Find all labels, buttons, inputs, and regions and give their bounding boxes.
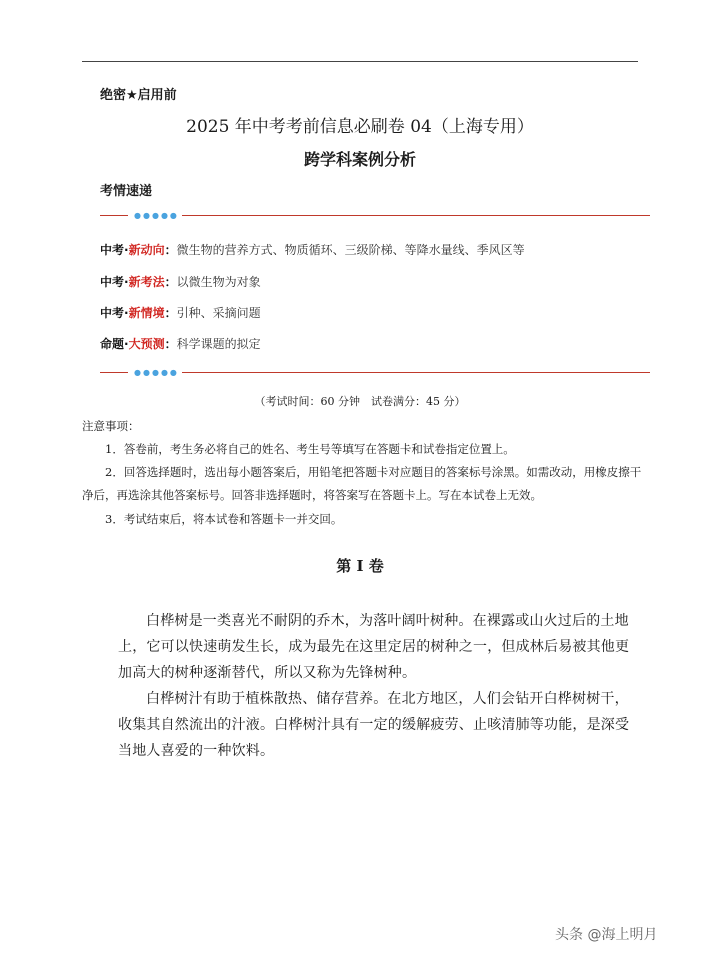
- exam-subtitle: 跨学科案例分析: [303, 150, 416, 169]
- overview-item: 中考·新情境：引种、采摘问题: [100, 306, 261, 320]
- divider-top: [100, 211, 650, 221]
- divider-bottom: [100, 368, 650, 378]
- overview-item: 中考·新考法：以微生物为对象: [100, 275, 261, 289]
- divider-dots: ●●●●●: [134, 211, 179, 220]
- passage-paragraph: 白桦树汁有助于植株散热、储存营养。在北方地区，人们会钻开白桦树树干，收集其自然流出的汁液。白桦树汁具有一定的缓解疲劳、止咳清肺等功能，是深受当地人喜爱的一种饮料。: [118, 691, 630, 759]
- overview-item: 中考·新动向：微生物的营养方式、物质循环、三级阶梯、等降水量线、季风区等: [100, 243, 525, 257]
- notice-item: 1．答卷前，考生务必将自己的姓名、考生号等填写在答题卡和试卷指定位置上。: [82, 442, 515, 456]
- divider-dots: ●●●●●: [134, 368, 179, 377]
- notice-item: 3．考试结束后，将本试卷和答题卡一并交回。: [82, 512, 343, 526]
- overview-heading: 考情速递: [100, 184, 153, 199]
- notice-item: 2．回答选择题时，选出每小题答案后，用铅笔把答题卡对应题目的答案标号涂黑。如需改动，用橡皮擦干净后，再选涂其他答案标号。回答非选择题时，将答案写在答题卡上。写在本试卷上无效。: [82, 465, 642, 502]
- exam-time-info: （考试时间：60 分钟 试卷满分：45 分）: [254, 395, 466, 408]
- watermark: 头条 @海上明月: [555, 927, 658, 943]
- exam-title: 2025 年中考考前信息必刷卷 04（上海专用）: [186, 117, 534, 137]
- notice-title: 注意事项：: [82, 419, 140, 433]
- top-rule: [82, 61, 638, 62]
- overview-item: 命题·大预测：科学课题的拟定: [100, 337, 261, 351]
- secret-label: 绝密★启用前: [100, 88, 177, 103]
- passage-paragraph: 白桦树是一类喜光不耐阴的乔木，为落叶阔叶树种。在裸露或山火过后的土地上，它可以快速萌发生长，成为最先在这里定居的树种之一，但成林后易被其他更加高大的树种逐渐替代，所以又称为先锋树种。: [118, 613, 630, 681]
- volume-title: 第 I 卷: [336, 557, 384, 575]
